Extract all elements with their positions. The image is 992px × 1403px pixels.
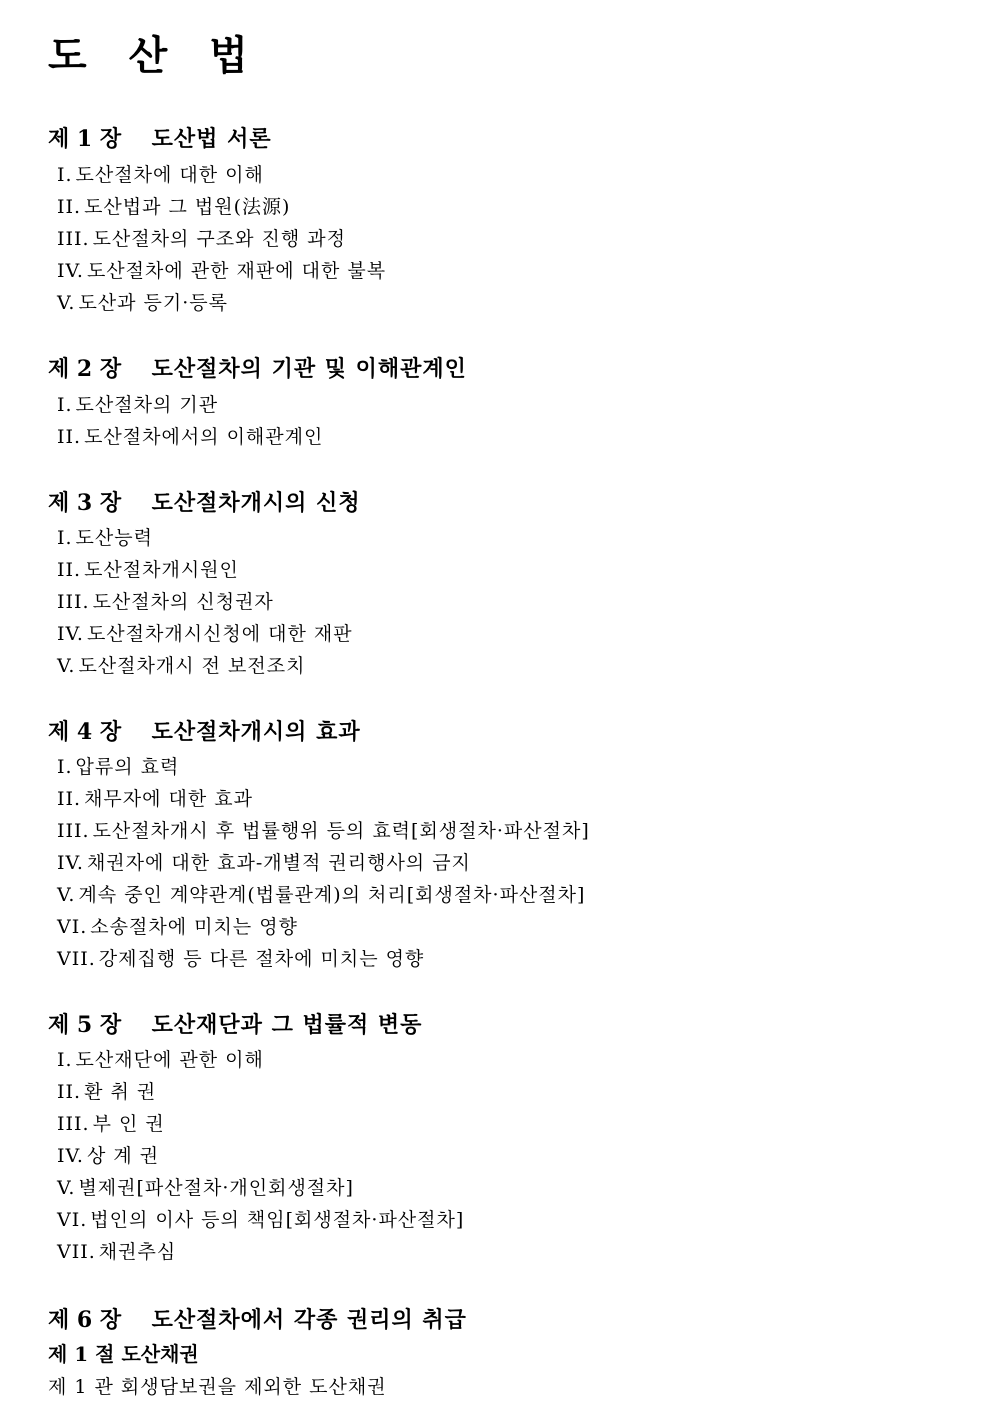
toc-item bbox=[57, 945, 424, 973]
chapter-heading bbox=[48, 354, 467, 384]
item-text: 부 인 권 bbox=[92, 1113, 165, 1135]
item-text: 도산절차개시 전 보전조치 bbox=[78, 655, 306, 677]
toc-item bbox=[57, 556, 239, 584]
chapter-title: 도산절차의 기관 및 이해관계인 bbox=[151, 356, 467, 382]
item-text: 도산과 등기·등록 bbox=[78, 292, 229, 314]
document-title: 도 산 법 bbox=[48, 33, 262, 79]
item-number: V. bbox=[57, 1177, 76, 1199]
item-number: II. bbox=[57, 196, 82, 218]
toc-item bbox=[57, 391, 218, 419]
toc-item bbox=[57, 193, 290, 221]
item-text: 상 계 권 bbox=[86, 1145, 160, 1167]
toc-item bbox=[57, 620, 353, 648]
toc-item bbox=[57, 1078, 156, 1106]
chapter-heading bbox=[48, 488, 361, 518]
item-number: IV. bbox=[57, 260, 84, 282]
toc-item bbox=[57, 753, 179, 781]
toc-item bbox=[57, 881, 585, 909]
item-text: 도산법과 그 법원(法源) bbox=[84, 196, 291, 218]
item-text: 채권자에 대한 효과-개별적 권리행사의 금지 bbox=[86, 852, 471, 874]
item-number: I. bbox=[57, 394, 73, 416]
chapter-heading bbox=[48, 717, 361, 747]
item-number: II. bbox=[57, 426, 82, 448]
item-text: 도산재단에 관한 이해 bbox=[75, 1049, 264, 1071]
toc-item bbox=[57, 913, 298, 941]
item-number: IV. bbox=[57, 1145, 84, 1167]
item-text: 채권추심 bbox=[98, 1241, 177, 1263]
chapter-heading bbox=[48, 124, 272, 154]
item-number: II. bbox=[57, 788, 82, 810]
item-text: 소송절차에 미치는 영향 bbox=[90, 916, 298, 938]
toc-item bbox=[57, 289, 228, 317]
chapter-number: 제 5 장 bbox=[48, 1012, 122, 1038]
item-number: V. bbox=[57, 292, 76, 314]
chapter-number: 제 2 장 bbox=[48, 356, 122, 382]
item-number: I. bbox=[57, 164, 73, 186]
item-text: 도산절차에서의 이해관계인 bbox=[84, 426, 324, 448]
item-text: 압류의 효력 bbox=[75, 756, 180, 778]
toc-item bbox=[57, 524, 153, 552]
chapter-number: 제 3 장 bbox=[48, 490, 122, 516]
chapter-heading bbox=[48, 1305, 467, 1335]
toc-item bbox=[57, 257, 386, 285]
item-text: 별제권[파산절차·개인회생절차] bbox=[78, 1177, 354, 1199]
toc-item bbox=[57, 423, 323, 451]
item-number: VI. bbox=[57, 916, 88, 938]
item-text: 도산능력 bbox=[75, 527, 153, 549]
item-number: VII. bbox=[57, 948, 96, 970]
item-number: III. bbox=[57, 228, 90, 250]
toc-item bbox=[57, 1142, 159, 1170]
toc-item bbox=[57, 817, 590, 845]
toc-item bbox=[57, 652, 305, 680]
item-number: VI. bbox=[57, 1209, 88, 1231]
section-heading: 제 1 절 도산채권 bbox=[48, 1342, 199, 1366]
item-text: 도산절차개시신청에 대한 재판 bbox=[86, 623, 353, 645]
chapter-title: 도산법 서론 bbox=[151, 126, 272, 152]
item-text: 도산절차에 관한 재판에 대한 불복 bbox=[86, 260, 387, 282]
item-number: III. bbox=[57, 591, 90, 613]
item-number: V. bbox=[57, 655, 76, 677]
item-number: IV. bbox=[57, 852, 84, 874]
item-number: I. bbox=[57, 1049, 73, 1071]
chapter-title: 도산절차개시의 신청 bbox=[151, 490, 361, 516]
item-text: 계속 중인 계약관계(법률관계)의 처리[회생절차·파산절차] bbox=[78, 884, 586, 906]
chapter-title: 도산재단과 그 법률적 변동 bbox=[151, 1012, 423, 1038]
toc-item bbox=[57, 1174, 354, 1202]
chapter-title: 도산절차에서 각종 권리의 취급 bbox=[151, 1307, 467, 1333]
item-text: 도산절차개시 후 법률행위 등의 효력[회생절차·파산절차] bbox=[92, 820, 590, 842]
item-number: V. bbox=[57, 884, 76, 906]
toc-item bbox=[57, 1110, 165, 1138]
item-text: 채무자에 대한 효과 bbox=[84, 788, 253, 810]
toc-item bbox=[57, 785, 253, 813]
toc-item bbox=[57, 588, 274, 616]
chapter-number: 제 4 장 bbox=[48, 719, 122, 745]
chapter-number: 제 1 장 bbox=[48, 126, 122, 152]
toc-item bbox=[57, 849, 471, 877]
item-number: IV. bbox=[57, 623, 84, 645]
item-text: 환 취 권 bbox=[84, 1081, 157, 1103]
toc-item bbox=[57, 1206, 464, 1234]
chapter-title: 도산절차개시의 효과 bbox=[151, 719, 361, 745]
item-number: I. bbox=[57, 756, 73, 778]
item-text: 도산절차의 신청권자 bbox=[92, 591, 274, 613]
item-number: II. bbox=[57, 1081, 82, 1103]
item-number: VII. bbox=[57, 1241, 96, 1263]
item-number: II. bbox=[57, 559, 82, 581]
chapter-heading bbox=[48, 1010, 422, 1040]
toc-item bbox=[57, 1238, 176, 1266]
toc-item bbox=[57, 161, 264, 189]
item-text: 도산절차에 대한 이해 bbox=[75, 164, 264, 186]
toc-item bbox=[57, 225, 346, 253]
item-text: 도산절차의 구조와 진행 과정 bbox=[92, 228, 346, 250]
item-text: 도산절차의 기관 bbox=[75, 394, 219, 416]
item-text: 도산절차개시원인 bbox=[84, 559, 239, 581]
item-number: I. bbox=[57, 527, 73, 549]
toc-item bbox=[57, 1046, 264, 1074]
item-number: III. bbox=[57, 1113, 90, 1135]
chapter-number: 제 6 장 bbox=[48, 1307, 122, 1333]
item-text: 강제집행 등 다른 절차에 미치는 영향 bbox=[98, 948, 425, 970]
item-number: III. bbox=[57, 820, 90, 842]
item-text: 법인의 이사 등의 책임[회생절차·파산절차] bbox=[90, 1209, 465, 1231]
subsection-heading: 제 1 관 회생담보권을 제외한 도산채권 bbox=[48, 1376, 387, 1398]
